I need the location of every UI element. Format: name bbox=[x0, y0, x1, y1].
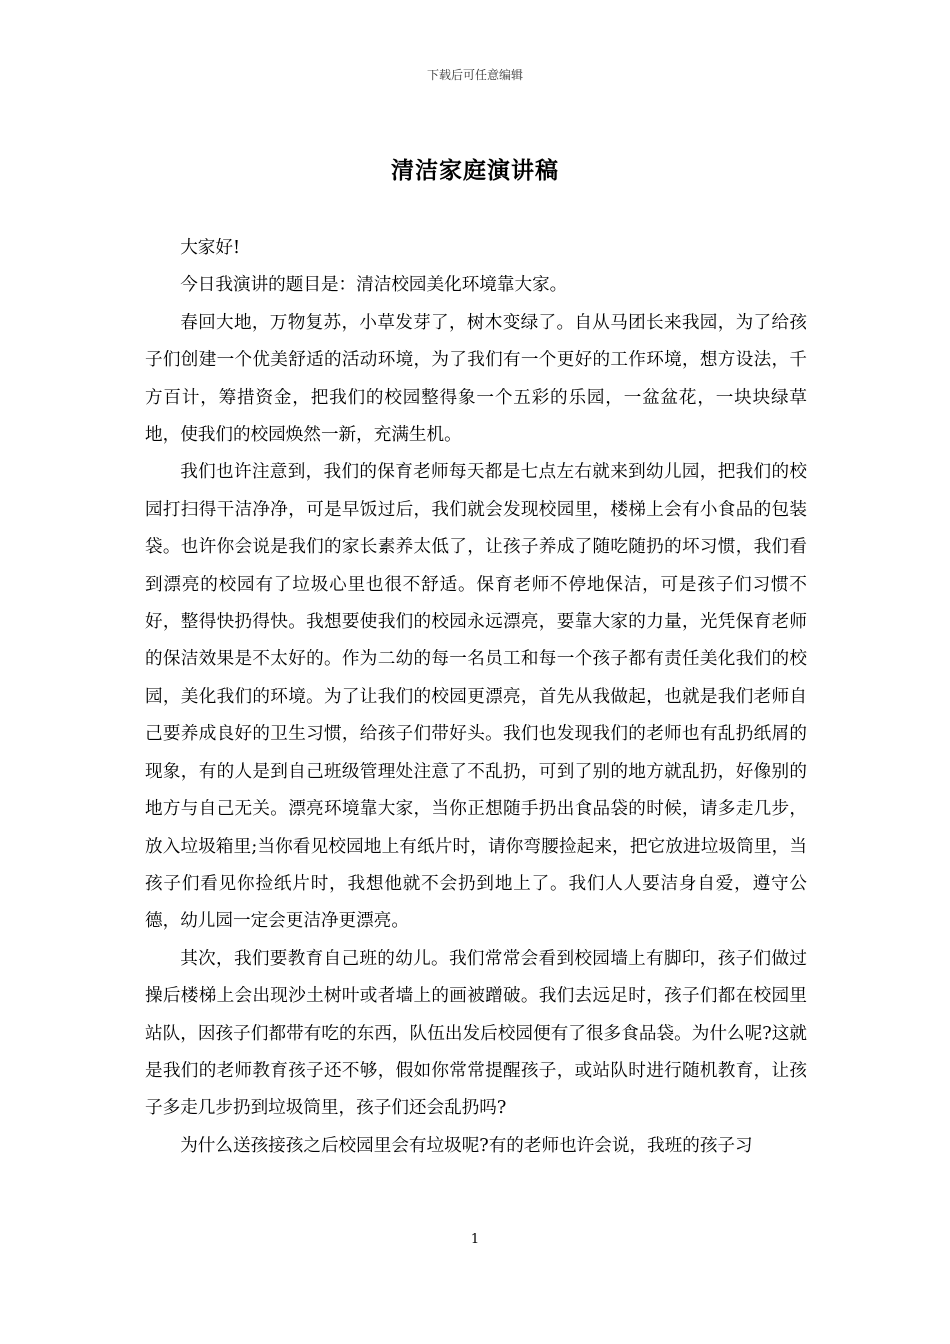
paragraph-education: 其次，我们要教育自己班的幼儿。我们常常会看到校园墙上有脚印，孩子们做过操后楼梯上会出现沙土树叶或者墙上的画被蹭破。我们去远足时，孩子们都在校园里站队，因孩子们都带有吃的东西，队伍出发后校园便有了很多食品袋。为什么呢?这就是我们的老师教育孩子还不够，假如你常常提醒孩子，或站队时进行随机教育，让孩子多走几步扔到垃圾筒里，孩子们还会乱扔吗? bbox=[145, 948, 807, 1119]
document-body bbox=[145, 230, 807, 1165]
paragraph-topic: 今日我演讲的题目是：清洁校园美化环境靠大家。 bbox=[180, 275, 568, 296]
header-note: 下载后可任意编辑 bbox=[426, 68, 523, 82]
paragraph-spring: 春回大地，万物复苏，小草发芽了，树木变绿了。自从马团长来我园，为了给孩子们创建一个优美舒适的活动环境，为了我们有一个更好的工作环境，想方设法，千方百计，筹措资金，把我们的校园整得象一个五彩的乐园，一盆盆花，一块块绿草地，使我们的校园焕然一新，充满生机。 bbox=[145, 312, 807, 446]
paragraph-cleaning: 我们也许注意到，我们的保育老师每天都是七点左右就来到幼儿园，把我们的校园打扫得干洁净净，可是早饭过后，我们就会发现校园里，楼梯上会有小食品的包装袋。也许你会说是我们的家长素养太低了，让孩子养成了随吃随扔的坏习惯，我们看到漂亮的校园有了垃圾心里也很不舒适。保育老师不停地保洁，可是孩子们习惯不好，整得快扔得快。我想要使我们的校园永远漂亮，要靠大家的力量，光凭保育老师的保洁效果是不太好的。作为二幼的每一名员工和每一个孩子都有责任美化我们的校园，美化我们的环境。为了让我们的校园更漂亮，首先从我做起，也就是我们老师自己要养成良好的卫生习惯，给孩子们带好头。我们也发现我们的老师也有乱扔纸屑的现象，有的人是到自己班级管理处注意了不乱扔，可到了别的地方就乱扔，好像别的地方与自己无关。漂亮环境靠大家，当你正想随手扔出食品袋的时候，请多走几步，放入垃圾箱里;当你看见校园地上有纸片时，请你弯腰捡起来，把它放进垃圾筒里，当孩子们看见你捡纸片时，我想他就不会扔到地上了。我们人人要洁身自爱，遵守公德，幼儿园一定会更洁净更漂亮。 bbox=[145, 462, 807, 932]
paragraph-greeting: 大家好! bbox=[180, 238, 241, 258]
page-number: 1 bbox=[470, 1232, 480, 1247]
paragraph-question: 为什么送孩接孩之后校园里会有垃圾呢?有的老师也许会说，我班的孩子习 bbox=[180, 1135, 753, 1156]
document-title: 清洁家庭演讲稿 bbox=[391, 157, 559, 184]
